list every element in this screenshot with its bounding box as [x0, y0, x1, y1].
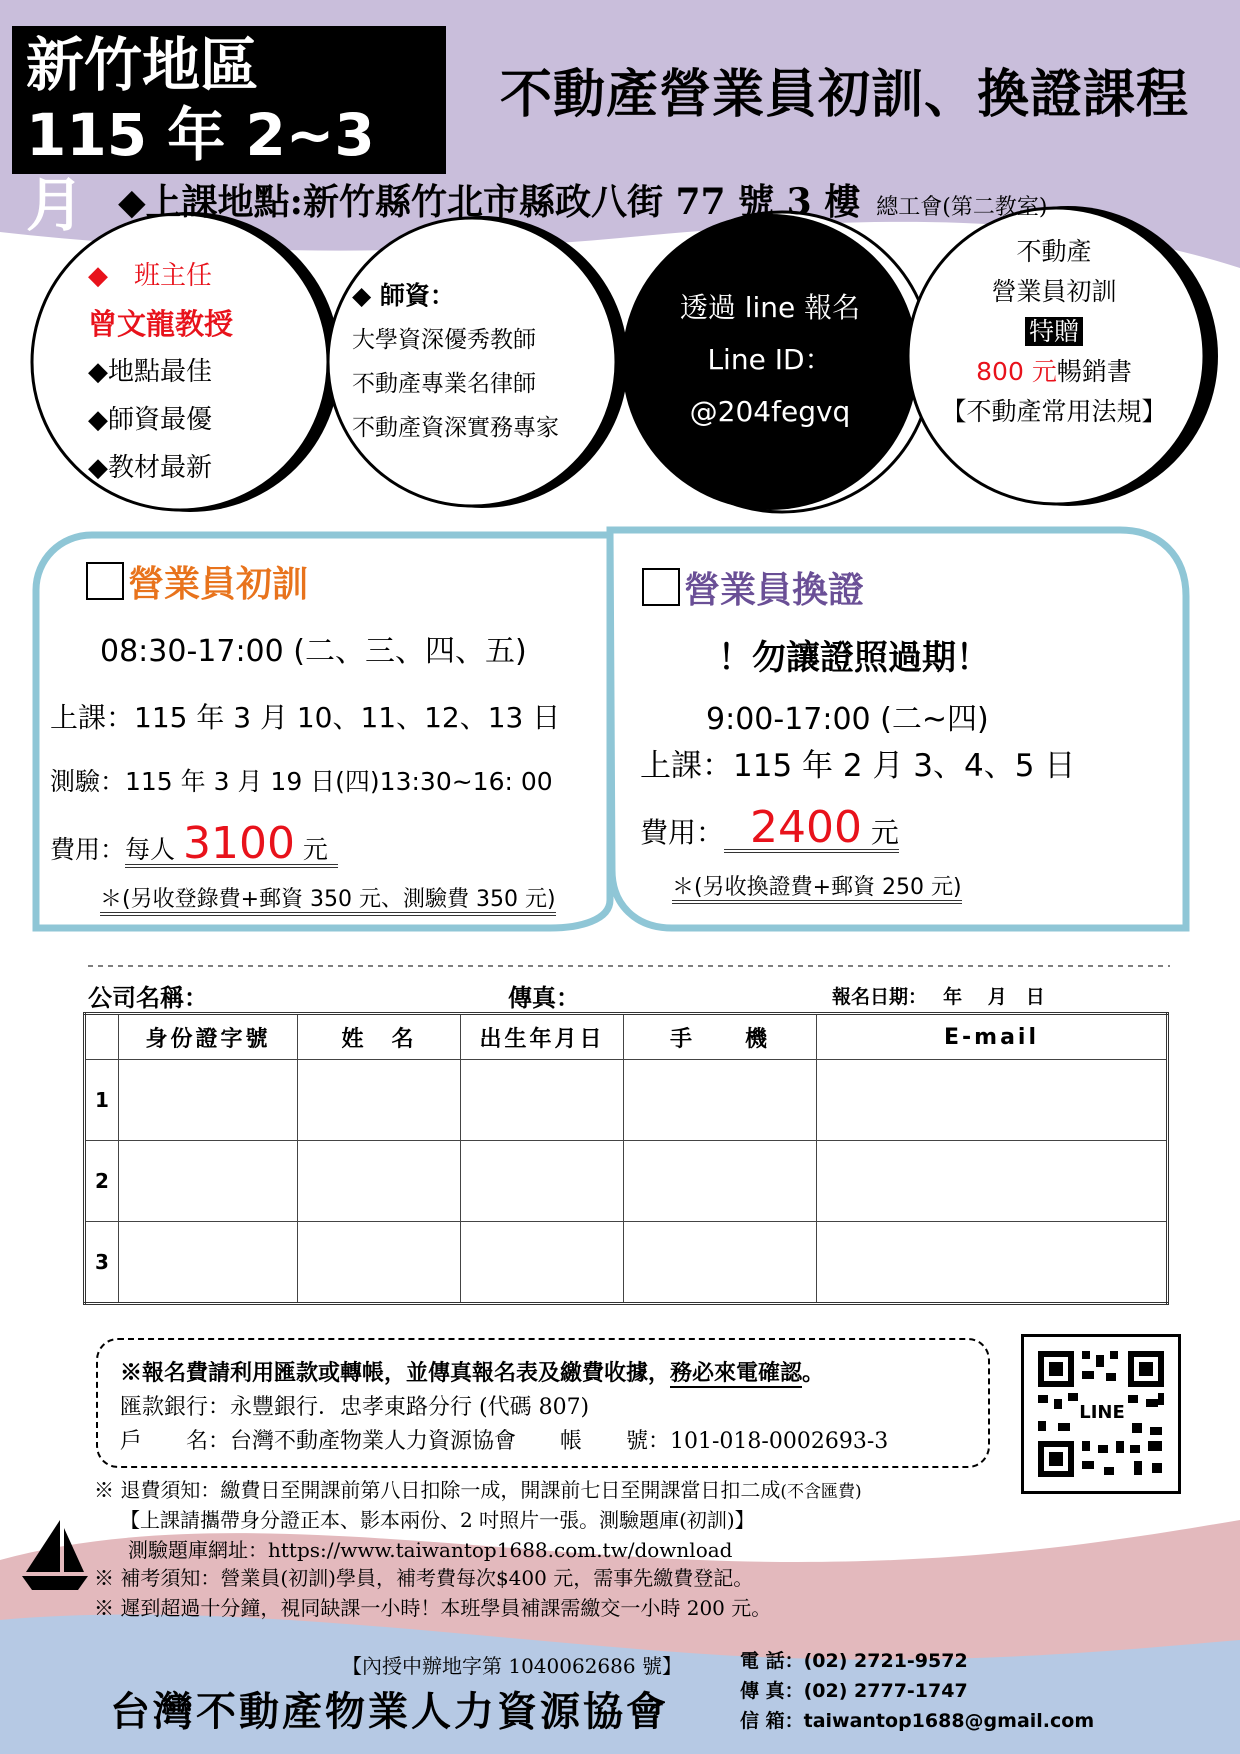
- initial-course-note: [100, 882, 556, 913]
- row-number: 2: [85, 1141, 119, 1222]
- makeup-notice: ※ 補考須知：營業員(初訓)學員，補考費每次$400 元，需事先繳費登記。: [94, 1566, 754, 1590]
- director-circle: [88, 252, 233, 492]
- gift-circle: [918, 232, 1190, 432]
- director-point: ◆師資最優: [88, 405, 212, 435]
- table-header-cell: 出生年月日: [461, 1014, 624, 1060]
- initial-course-title: 營業員初訓: [128, 564, 309, 605]
- teachers-circle: [352, 274, 559, 450]
- row-number: 1: [85, 1060, 119, 1141]
- director-point: ◆地點最佳: [88, 357, 212, 387]
- name-input[interactable]: [298, 1141, 461, 1222]
- line-signup-text: 透過 line 報名: [679, 291, 861, 324]
- renewal-note-text: ＊(另收換證費+郵資 250 元): [672, 875, 962, 904]
- initial-fee-amount: 3100: [182, 818, 295, 869]
- initial-fee-label: 費用：: [50, 835, 126, 864]
- registration-table: [83, 1012, 1169, 1305]
- email-input[interactable]: [817, 1141, 1168, 1222]
- table-header-cell: E-mail: [817, 1014, 1168, 1060]
- location-text: ◆上課地點:新竹縣竹北市縣政八街 77 號 3 樓: [118, 181, 861, 223]
- signup-date-field[interactable]: 報名日期： 年 月 日: [832, 986, 1045, 1008]
- gift-line1: 不動產: [1016, 237, 1092, 266]
- initial-fee-unit: 元: [302, 835, 328, 864]
- payment-notes-box: [96, 1338, 990, 1468]
- period-label: 115 年 2~3 月: [26, 101, 375, 239]
- renewal-fee-amount: 2400: [750, 802, 862, 853]
- mobile-input[interactable]: [624, 1060, 817, 1141]
- line-qr-code[interactable]: [1021, 1334, 1181, 1494]
- organization-name: 台灣不動產物業人力資源協會: [110, 1688, 669, 1735]
- renewal-course-checkbox[interactable]: [642, 568, 680, 606]
- late-notice: ※ 遲到超過十分鐘，視同缺課一小時！本班學員補課需繳交一小時 200 元。: [94, 1596, 772, 1620]
- table-row: [85, 1141, 1168, 1222]
- table-row: [85, 1222, 1168, 1304]
- table-header-cell: 手 機: [624, 1014, 817, 1060]
- table-header-row: [85, 1014, 1168, 1060]
- teacher-item: 不動產專業名律師: [352, 371, 536, 397]
- renewal-warning: ！勿讓證照過期！: [718, 638, 990, 678]
- birthdate-input[interactable]: [461, 1141, 624, 1222]
- refund-note: (不含匯費): [780, 1482, 862, 1502]
- contact-phone: 電 話：(02) 2721-9572: [740, 1650, 968, 1672]
- region-label: 新竹地區: [26, 31, 259, 99]
- mobile-input[interactable]: [624, 1141, 817, 1222]
- gift-price-suffix: 暢銷書: [1056, 357, 1132, 386]
- email-input[interactable]: [817, 1060, 1168, 1141]
- renewal-course-title: 營業員換證: [684, 570, 865, 611]
- line-id-label: Line ID：: [707, 343, 833, 376]
- director-point: ◆教材最新: [88, 453, 212, 483]
- birthdate-input[interactable]: [461, 1060, 624, 1141]
- payment-instruction: [120, 1356, 824, 1387]
- payment-text: ※報名費請利用匯款或轉帳，並傳真報名表及繳費收據，: [120, 1360, 671, 1386]
- bring-notice: 【上課請攜帶身分證正本、影本兩份、2 吋照片一張。測驗題庫(初訓)】: [120, 1508, 755, 1532]
- contact-email[interactable]: 信 箱：taiwantop1688@gmail.com: [740, 1710, 1095, 1732]
- line-signup-circle[interactable]: [632, 282, 908, 438]
- name-input[interactable]: [298, 1222, 461, 1304]
- teachers-heading: ◆ 師資：: [352, 281, 455, 310]
- renewal-course-fee: [640, 802, 899, 853]
- renewal-fee-unit: 元: [870, 816, 899, 849]
- row-number: 3: [85, 1222, 119, 1304]
- gift-price: 800 元: [976, 357, 1057, 386]
- company-name-field[interactable]: 公司名稱：: [88, 984, 208, 1012]
- teacher-item: 大學資深優秀教師: [352, 327, 536, 353]
- id-number-input[interactable]: [119, 1222, 298, 1304]
- name-input[interactable]: [298, 1060, 461, 1141]
- initial-course-checkbox[interactable]: [86, 562, 124, 600]
- bank-info: 匯款銀行：永豐銀行．忠孝東路分行 (代碼 807): [120, 1395, 590, 1420]
- gift-badge: 特贈: [1025, 317, 1083, 346]
- fax-field[interactable]: 傳真：: [508, 984, 580, 1012]
- initial-course-option[interactable]: [86, 556, 308, 607]
- initial-course-dates: 上課：115 年 3 月 10、11、12、13 日: [50, 701, 561, 734]
- mobile-input[interactable]: [624, 1222, 817, 1304]
- contact-fax: 傳 真：(02) 2777-1747: [740, 1680, 968, 1702]
- renewal-fee-label: 費用：: [640, 816, 725, 849]
- payment-end: 。: [802, 1360, 825, 1386]
- table-header-cell: 姓 名: [298, 1014, 461, 1060]
- renewal-course-option[interactable]: [642, 562, 864, 613]
- qr-line-label: LINE: [1079, 1402, 1125, 1423]
- permit-number: 【內授中辦地字第 1040062686 號】: [342, 1654, 682, 1678]
- refund-text: ※ 退費須知：繳費日至開課前第八日扣除一成，開課前七日至開課當日扣二成: [94, 1478, 781, 1502]
- initial-course-exam: 測驗：115 年 3 月 19 日(四)13:30~16: 00: [50, 767, 553, 796]
- id-number-input[interactable]: [119, 1060, 298, 1141]
- birthdate-input[interactable]: [461, 1222, 624, 1304]
- email-input[interactable]: [817, 1222, 1168, 1304]
- id-number-input[interactable]: [119, 1141, 298, 1222]
- renewal-course-dates: 上課：115 年 2 月 3、4、5 日: [640, 748, 1076, 784]
- initial-course-fee: [50, 818, 338, 869]
- page-title: 不動產營業員初訓、換證課程: [500, 65, 1190, 125]
- gift-line2: 營業員初訓: [991, 277, 1117, 306]
- location-room: 總工會(第二教室): [876, 195, 1048, 220]
- initial-fee-prefix: 每人: [125, 835, 176, 864]
- initial-course-time: 08:30-17:00 (二、三、四、五): [100, 634, 527, 669]
- renewal-course-time: 9:00-17:00 (二~四): [706, 702, 989, 737]
- director-heading: ◆ 班主任: [88, 261, 212, 291]
- location-line: [118, 174, 1047, 225]
- qr-code-icon: [1024, 1337, 1178, 1491]
- account-info: 戶 名：台灣不動產物業人力資源協會 帳 號：101-018-0002693-3: [120, 1429, 889, 1454]
- table-row: [85, 1060, 1168, 1141]
- exam-url-link[interactable]: 測驗題庫網址：https://www.taiwantop1688.com.tw/download: [128, 1538, 733, 1562]
- payment-emphasis: 務必來電確認: [670, 1360, 803, 1386]
- teacher-item: 不動產資深實務專家: [352, 415, 559, 441]
- line-id-value[interactable]: @204fegvq: [689, 395, 851, 428]
- region-period-box: [12, 26, 446, 239]
- director-name: 曾文龍教授: [88, 307, 234, 341]
- initial-note-text: ＊(另收登錄費+郵資 350 元、測驗費 350 元): [100, 887, 556, 916]
- table-header-cell: 身份證字號: [119, 1014, 298, 1060]
- table-header-cell: [85, 1014, 119, 1060]
- renewal-course-note: [672, 870, 962, 901]
- gift-book: 【不動產常用法規】: [941, 397, 1167, 426]
- refund-notice: [94, 1474, 862, 1503]
